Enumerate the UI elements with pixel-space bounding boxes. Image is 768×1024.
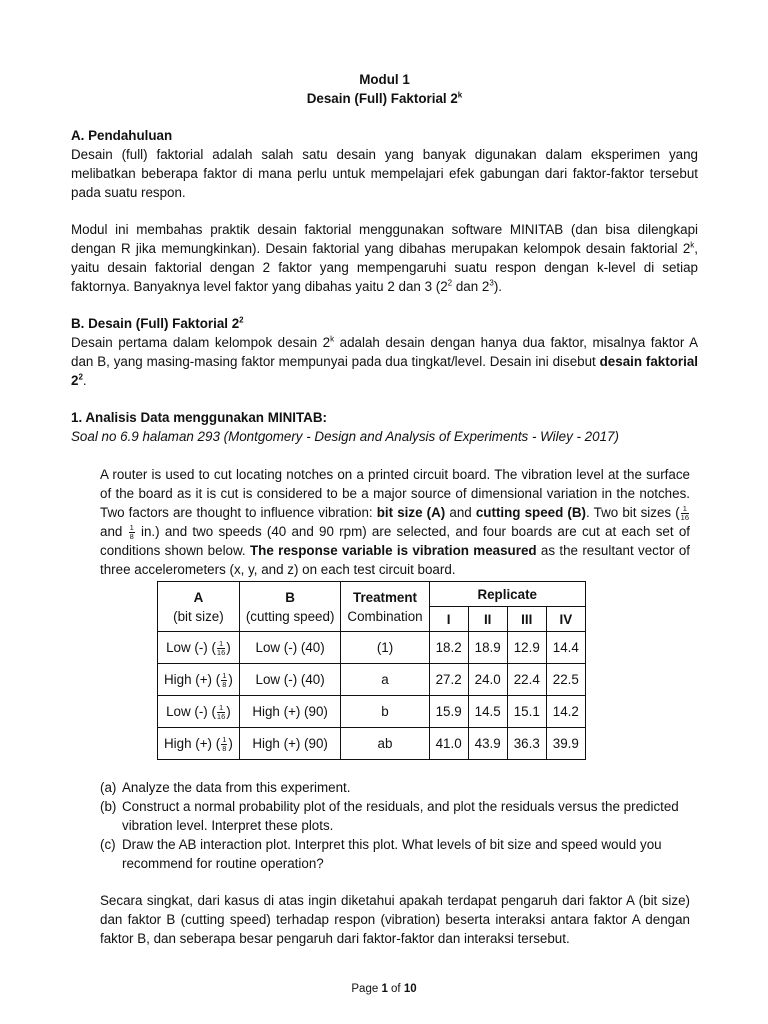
header-replicate-1: I (429, 607, 468, 632)
source-citation: Soal no 6.9 halaman 293 (Montgomery - Design and Analysis of Experiments - Wiley - 2017) (71, 429, 619, 444)
cell-value: 41.0 (429, 728, 468, 760)
fraction-1-16: $\frac{1}{16}$ (680, 503, 690, 522)
cell-factor-a: High (+) ( $\frac{1}{8}$ ) (158, 664, 240, 696)
list-item: (c) Draw the AB interaction plot. Interpret this plot. What levels of bit size and speed would you recommend for routine operation? (100, 837, 662, 871)
module-label: Modul 1 (359, 72, 410, 87)
page-footer: Page 1 of 10 (351, 983, 417, 995)
cell-value: 18.2 (429, 632, 468, 664)
cell-factor-b: Low (-) (40) (239, 632, 341, 664)
section-a-heading: A. Pendahuluan (71, 128, 173, 143)
cell-value: 39.9 (546, 728, 585, 760)
summary-paragraph: Secara singkat, dari kasus di atas ingin diketahui apakah terdapat pengaruh dari faktor A (bit size) dan faktor B (cutting speed) terhadap respon (vibration) beserta interaksi antara faktor A dengan faktor B, dan seberapa besar pengaruh dari faktor-faktor dan interaksi tersebut. (100, 893, 690, 946)
experiment-data-table (157, 581, 586, 760)
question-list (100, 778, 700, 873)
section-b-heading: B. Desain (Full) Faktorial $2^2$ (71, 315, 244, 331)
section-b-paragraph: Desain pertama dalam kelompok desain 2$^k$ adalah desain dengan hanya dua faktor, misalnya faktor A dan B, yang masing-masing faktor mempunyai pada dua tingkat/level. Desain ini disebut desain faktorial $2^2$. (71, 334, 699, 388)
document-page (71, 70, 698, 948)
cell-factor-b: Low (-) (40) (239, 664, 341, 696)
cell-value: 27.2 (429, 664, 468, 696)
header-factor-b: B (cutting speed) (239, 582, 341, 632)
cell-value: 18.9 (468, 632, 507, 664)
cell-treatment: a (341, 664, 429, 696)
table-row (158, 728, 586, 760)
cell-treatment: (1) (341, 632, 429, 664)
table-row (158, 696, 586, 728)
cell-value: 14.4 (546, 632, 585, 664)
cell-factor-a: Low (-) ( $\frac{1}{16}$ ) (158, 632, 240, 664)
cell-factor-a: Low (-) ( $\frac{1}{16}$ ) (158, 696, 240, 728)
header-replicate: Replicate (429, 582, 585, 607)
fraction-1-8: $\frac{1}{8}$ (129, 522, 134, 541)
header-treatment: Treatment Combination (341, 582, 429, 632)
cell-factor-b: High (+) (90) (239, 696, 341, 728)
header-replicate-2: II (468, 607, 507, 632)
cell-value: 14.2 (546, 696, 585, 728)
table-row (158, 632, 586, 664)
cell-value: 22.4 (507, 664, 546, 696)
cell-value: 15.9 (429, 696, 468, 728)
cell-value: 43.9 (468, 728, 507, 760)
problem-statement: A router is used to cut locating notches on a printed circuit board. The vibration level at the surface of the board as it is cut is considered to be a major source of dimensional variation in the notches. Two factors are thought to influence vibration: bit size (A) and cutting speed (B). Two bit sizes ( $\frac{1}{16}$ and $\frac{1}{8}$ in.) and two speeds (40 and 90 rpm) are selected, and four boards are cut at each set of conditions shown below. The response variable is vibration measured as the resultant vector of three accelerometers (x, y, and z) on each test circuit board. (100, 467, 690, 577)
cell-treatment: ab (341, 728, 429, 760)
module-title: Desain (Full) Faktorial 2$^k$ (306, 90, 463, 106)
cell-value: 24.0 (468, 664, 507, 696)
cell-value: 22.5 (546, 664, 585, 696)
cell-treatment: b (341, 696, 429, 728)
cell-factor-b: High (+) (90) (239, 728, 341, 760)
table-row (158, 664, 586, 696)
header-replicate-3: III (507, 607, 546, 632)
list-item: (b) Construct a normal probability plot of the residuals, and plot the residuals versus the predicted vibration level. Interpret these plots. (100, 799, 679, 833)
cell-value: 36.3 (507, 728, 546, 760)
subsection-1-heading: 1. Analisis Data menggunakan MINITAB: (71, 410, 327, 425)
section-a-paragraph-1: Desain (full) faktorial adalah salah satu desain yang banyak digunakan dalam eksperimen yang melibatkan beberapa faktor di mana perlu untuk mempelajari efek gabungan dari faktor-faktor tersebut pada suatu respon. (71, 147, 698, 200)
header-factor-a: A (bit size) (158, 582, 240, 632)
cell-value: 12.9 (507, 632, 546, 664)
header-replicate-4: IV (546, 607, 585, 632)
cell-value: 15.1 (507, 696, 546, 728)
section-a-paragraph-2: Modul ini membahas praktik desain faktorial menggunakan software MINITAB (dan bisa dilengkapi dengan R jika memungkinkan). Desain faktorial yang dibahas merupakan kelompok desain faktorial 2$^k$, yaitu desain faktorial dengan 2 faktor yang mempengaruhi suatu respon dengan k-level di setiap faktornya. Banyaknya level faktor yang dibahas yaitu 2 dan 3 ($2^2$ dan $2^3$). (71, 222, 698, 294)
list-item: (a) Analyze the data from this experiment. (100, 780, 351, 795)
cell-factor-a: High (+) ( $\frac{1}{8}$ ) (158, 728, 240, 760)
cell-value: 14.5 (468, 696, 507, 728)
